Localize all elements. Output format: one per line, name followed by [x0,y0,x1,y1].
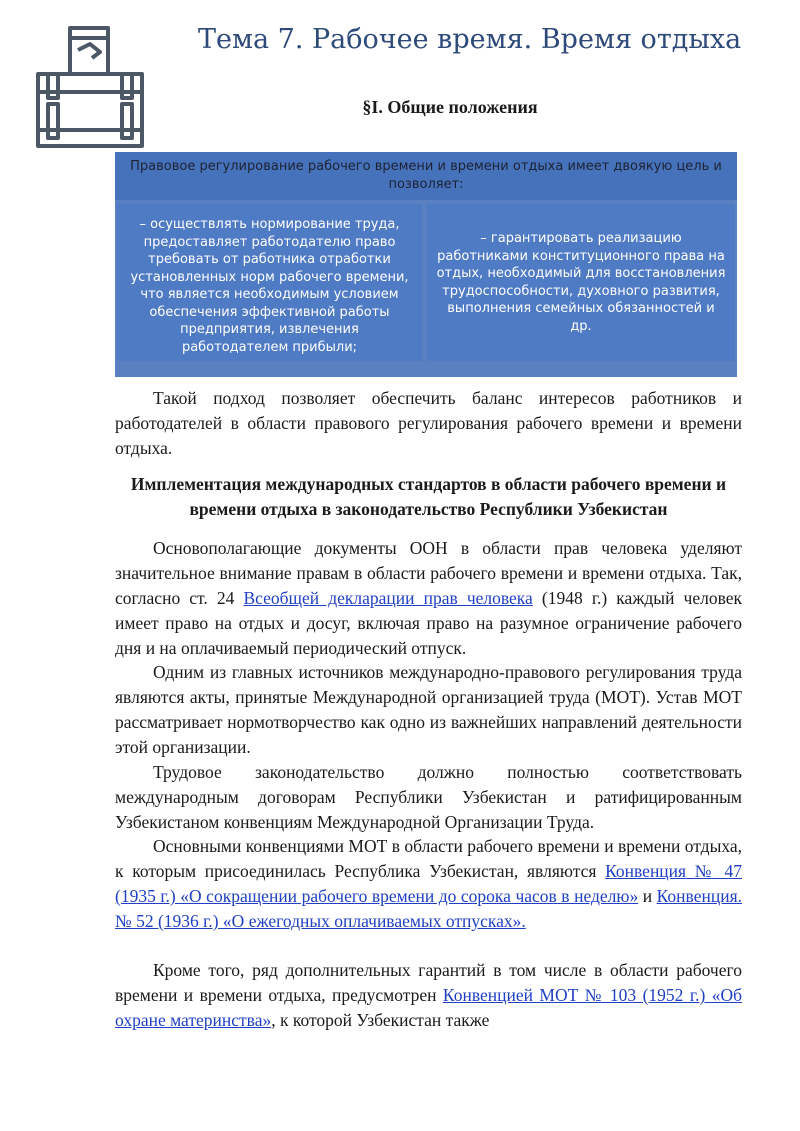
paragraph-ilo-sources: Одним из главных источников международно-правового регулирования труда являются акты, принятые Международной организацией труда (МОТ). Устав МОТ рассматривает нормотворчество как одно из важнейших направлений деятельности этой организации. [115,662,742,757]
paragraph-balance: Такой подход позволяет обеспечить баланс интересов работников и работодателей в области правового регулирования рабочего времени и времени отдыха. [115,388,742,458]
convention-52-link[interactable]: Конвенция. № 52 (1936 г.) «О ежегодных оплачиваемых отпусках». [115,886,742,931]
paragraph-maternity [115,958,742,1033]
paragraph-legislation: Трудовое законодательство должно полностью соответствовать международным договорам Республики Узбекистан и ратифицированным Узбекистаном конвенциям Международной Организации Труда. [115,762,742,832]
section-heading: §I. Общие положения [362,97,538,117]
diagram-left-box: – осуществлять нормирование труда, предоставляет работодателю право требовать от работника отработки установленных норм рабочего времени, что является необходимым условием обеспечения эффективной работы предприятия, извлечения работодателем прибыли; [117,204,422,361]
subheading-implementation: Имплементация международных стандартов в области рабочего времени и времени отдыха в законодательство Республики Узбекистан [130,474,727,519]
diagram-header: Правовое регулирование рабочего времени и времени отдыха имеет двоякую цель и позволяет: [115,152,737,200]
convention-47-link[interactable]: Конвенция № 47 (1935 г.) «О сокращении рабочего времени до сорока часов в неделю» [115,861,742,906]
diagram-right-box: – гарантировать реализацию работниками конституционного права на отдых, необходимый для восстановления трудоспособности, духовного развития, выполнения семейных обязанностей и др. [427,204,735,361]
paragraph-text: Кроме того, ряд дополнительных гарантий в том числе в области рабочего времени и времени отдыха, предусмотрен [115,960,742,1005]
purpose-diagram [115,152,737,377]
paragraph-text: (1948 г.) каждый человек имеет право на отдых и досуг, включая право на разумное ограничение рабочего дня и на оплачиваемый периодический отпуск. [115,588,743,658]
page-title: Тема 7. Рабочее время. Время отдыха [198,24,742,55]
paragraph-un-documents [115,536,742,661]
paragraph-text: , к которой Узбекистан также [271,1010,490,1030]
udhr-link[interactable]: Всеобщей декларации прав человека [243,588,533,608]
paragraph-text: Основополагающие документы ООН в области прав человека уделяют значительное внимание правам в области рабочего времени и времени отдыха. Так, согласно ст. 24 [115,538,742,608]
paragraph-conventions [115,834,742,934]
convention-103-link[interactable]: Конвенцией МОТ № 103 (1952 г.) «Об охране материнства» [115,985,742,1030]
briefcase-hand-icon [36,26,144,148]
paragraph-text: Основными конвенциями МОТ в области рабочего времени и времени отдыха, к которым присоединилась Республика Узбекистан, являются [115,836,742,881]
paragraph-text: и [638,886,657,906]
